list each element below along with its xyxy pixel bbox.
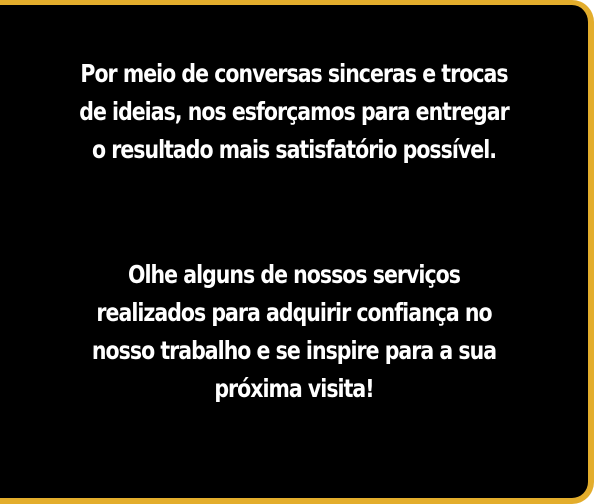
services-paragraph: Olhe alguns de nossos serviços realizados para adquirir confiança no nosso trabalho e se inspire para a sua próxima visita! <box>91 260 497 403</box>
intro-paragraph: Por meio de conversas sinceras e trocas de ideias, nos esforçamos para entregar o resultado mais satisfatório possível. <box>79 59 509 164</box>
